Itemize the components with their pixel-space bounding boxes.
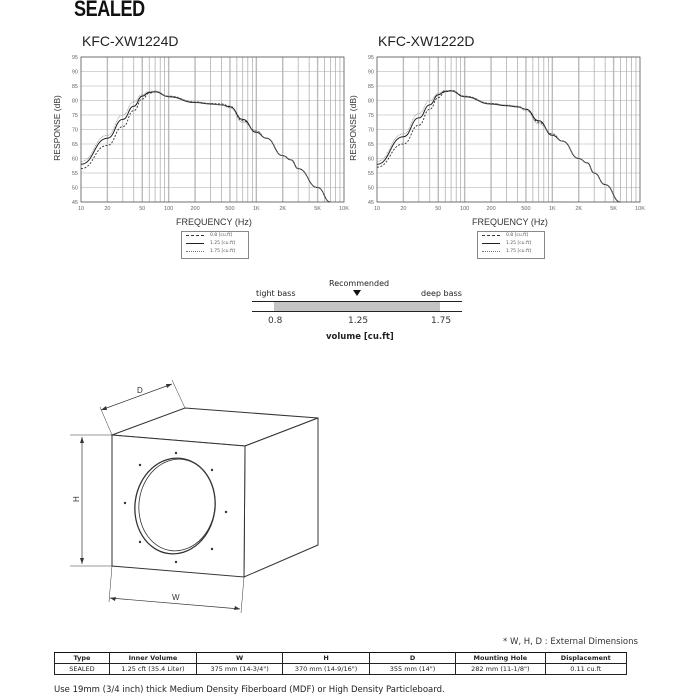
svg-text:45: 45 — [367, 200, 374, 206]
page-title: SEALED — [74, 0, 145, 21]
svg-text:90: 90 — [71, 69, 78, 76]
dimensions-footnote: * W, H, D : External Dimensions — [503, 637, 638, 647]
cell-mounting-hole: 282 mm (11-1/8") — [456, 664, 545, 675]
left-y-axis-label: RESPONSE (dB) — [52, 95, 62, 161]
left-chart-title: KFC-XW1224D — [82, 33, 179, 49]
legend-item-0.8: 0.8 [cu.ft] — [478, 232, 544, 240]
deep-bass-label: deep bass — [421, 289, 462, 298]
right-legend — [477, 231, 545, 259]
cell-displacement: 0.11 cu.ft — [545, 664, 626, 675]
legend-item-1.25: 1.25 [cu.ft] — [182, 240, 248, 248]
series-1.75 — [377, 90, 621, 202]
right-y-axis-label: RESPONSE (dB) — [348, 95, 358, 161]
svg-text:50: 50 — [435, 206, 442, 212]
table-header-row — [55, 653, 627, 664]
svg-text:500: 500 — [521, 206, 531, 212]
svg-text:10K: 10K — [339, 206, 349, 212]
header-displacement: Displacement — [545, 653, 626, 664]
svg-text:80: 80 — [71, 98, 78, 105]
width-label: W — [172, 593, 180, 602]
header-d: D — [369, 653, 455, 664]
svg-text:60: 60 — [71, 156, 78, 163]
svg-text:55: 55 — [367, 171, 374, 177]
svg-text:10: 10 — [77, 206, 85, 212]
header-type: Type — [55, 653, 110, 664]
enclosure-diagram — [0, 370, 340, 620]
svg-text:95: 95 — [71, 55, 78, 61]
svg-text:500: 500 — [225, 206, 235, 212]
series-1.25 — [81, 92, 330, 202]
recommended-label: Recommended — [329, 279, 390, 288]
series-1.25 — [377, 91, 621, 202]
cell-h: 370 mm (14-9/16") — [283, 664, 370, 675]
svg-text:90: 90 — [367, 69, 374, 76]
svg-text:65: 65 — [71, 142, 78, 148]
svg-text:20: 20 — [400, 206, 407, 212]
series-1.75 — [81, 91, 330, 202]
height-label: H — [72, 496, 81, 502]
svg-text:85: 85 — [71, 84, 78, 90]
svg-text:50: 50 — [139, 206, 146, 212]
svg-text:2K: 2K — [575, 206, 583, 212]
legend-item-0.8: 0.8 [cu.ft] — [182, 232, 248, 240]
svg-text:65: 65 — [367, 142, 374, 148]
legend-item-1.75: 1.75 [cu.ft] — [478, 248, 544, 256]
recommended-marker-icon — [353, 290, 361, 296]
svg-text:20: 20 — [104, 206, 111, 212]
volume-tick-recommended: 1.25 — [348, 316, 369, 326]
header-inner-volume: Inner Volume — [109, 653, 196, 664]
svg-text:70: 70 — [71, 127, 78, 134]
right-x-axis-label: FREQUENCY (Hz) — [472, 217, 548, 227]
svg-text:200: 200 — [486, 206, 496, 212]
volume-range-bar — [274, 302, 440, 311]
svg-text:10: 10 — [373, 206, 381, 212]
svg-text:70: 70 — [367, 127, 374, 134]
svg-text:95: 95 — [367, 55, 374, 61]
svg-text:50: 50 — [367, 185, 374, 192]
svg-text:200: 200 — [190, 206, 200, 212]
svg-text:100: 100 — [164, 206, 174, 212]
svg-text:50: 50 — [71, 185, 78, 192]
cell-w: 375 mm (14-3/4") — [197, 664, 283, 675]
svg-text:75: 75 — [71, 113, 78, 119]
tight-bass-label: tight bass — [256, 289, 296, 298]
volume-tick-min: 0.8 — [268, 316, 283, 326]
volume-axis-label: volume [cu.ft] — [326, 332, 394, 342]
header-h: H — [283, 653, 370, 664]
legend-item-1.25: 1.25 [cu.ft] — [478, 240, 544, 248]
svg-text:55: 55 — [71, 171, 78, 177]
right-chart-title: KFC-XW1222D — [378, 33, 475, 49]
right-response-chart — [368, 55, 645, 212]
svg-text:45: 45 — [71, 200, 78, 206]
left-x-axis-label: FREQUENCY (Hz) — [176, 217, 252, 227]
series-0.8 — [81, 92, 330, 202]
legend-item-1.75: 1.75 [cu.ft] — [182, 248, 248, 256]
left-response-chart — [72, 55, 349, 212]
cell-type: SEALED — [55, 664, 110, 675]
enclosure-spec-table — [54, 652, 627, 675]
left-legend — [181, 231, 249, 259]
cell-d: 355 mm (14") — [369, 664, 455, 675]
svg-text:100: 100 — [460, 206, 470, 212]
svg-text:1K: 1K — [548, 206, 556, 212]
svg-text:1K: 1K — [252, 206, 260, 212]
svg-text:5K: 5K — [314, 206, 321, 212]
table-row — [55, 664, 627, 675]
svg-text:5K: 5K — [610, 206, 617, 212]
series-0.8 — [377, 90, 621, 202]
svg-text:75: 75 — [367, 113, 374, 119]
svg-text:10K: 10K — [635, 206, 645, 212]
svg-text:2K: 2K — [279, 206, 287, 212]
cell-inner-volume: 1.25 cft (35.4 Liter) — [109, 664, 196, 675]
header-mounting-hole: Mounting Hole — [456, 653, 545, 664]
svg-text:80: 80 — [367, 98, 374, 105]
svg-text:85: 85 — [367, 84, 374, 90]
header-w: W — [197, 653, 283, 664]
material-note: Use 19mm (3/4 inch) thick Medium Density Fiberboard (MDF) or High Density Particleboard. — [54, 685, 445, 695]
depth-label: D — [137, 386, 143, 395]
svg-text:60: 60 — [367, 156, 374, 163]
volume-scale-bottom-line — [252, 311, 462, 312]
volume-tick-max: 1.75 — [431, 316, 452, 326]
